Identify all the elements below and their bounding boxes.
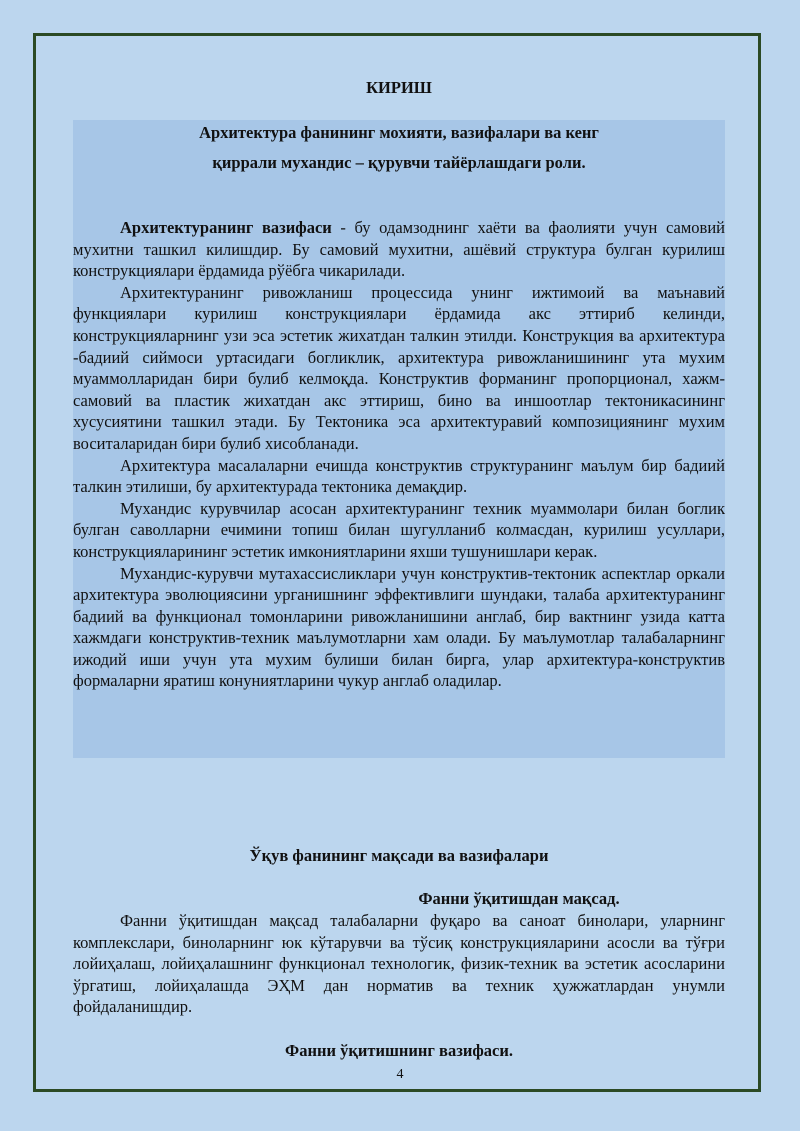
intro-term: Архитектуранинг вазифаси [120,218,332,237]
tasks-heading: Фанни ўқитишнинг вазифаси. [285,1041,513,1060]
intro-paragraph: Архитектуранинг ривожланиш процессида унинг ижтимоий ва маънавий функциялари курилиш конструкциялари ёрдамида акс эттириб келинди, конструкцияларнинг узи эса эстетик жихатдан талкин этилди. Конструкция ва архитектура -бадиий сиймоси уртасидаги богликлик, архитектура ривожланишининг ута мухим муаммолларидан бири булиб келмоқда. Конструктив форманинг пропорционал, хажм-самовий ва пластик жихатдан акс эттириш, бино ва иншоотлар тектоникасининг хусусиятини ташкил этади. Бу Тектоника эса архитектуравий композициянинг мухим воситаларидан бири булиб хисобланади. [73,282,725,453]
intro-paragraph: Архитектура масалаларни ечишда конструктив структуранинг маълум бир бадиий талкин этилиши, бу архитектурада тектоника демақдир. [73,455,725,497]
intro-paragraph: Мухандис-курувчи мутахассисликлари учун конструктив-тектоник аспектлар оркали архитектура эволюциясини урганишнинг эффективлиги шундаки, талаба архитектуранинг бадиий ва функционал томонларини ривожланишини англаб, бир вактнинг узида катта хажмдаги конструктив-техник маълумотларни хам олади. Бу маълумотлар талабаларнинг ижодий иши учун ута мухим булиши билан бирга, улар архитектура-конструктив формаларни яратиш конуниятларини чукур англаб оладилар. [73,563,725,691]
intro-paragraph: Мухандис курувчилар асосан архитектуранинг техник муаммолари билан боглик булган саволларни ечимини топиш билан шугулланиб колмасдан, курилиш усуллари, конструкцияларининг эстетик имкониятларини яхши тушунишлари керак. [73,498,725,561]
intro-subtitle-line2: қиррали мухандис – қурувчи тайёрлашдаги роли. [212,153,586,172]
purpose-body [73,910,725,1018]
page-title: КИРИШ [366,78,432,97]
goals-heading: Ўқув фанининг мақсади ва вазифалари [249,846,549,865]
intro-body [73,217,725,692]
purpose-heading: Фанни ўқитишдан мақсад. [418,889,620,908]
intro-paragraph [73,217,725,282]
purpose-paragraph: Фанни ўқитишдан мақсад талабаларни фуқаро ва саноат бинолари, уларнинг комплекслари, биноларнинг юк кўтарувчи ва тўсиқ конструкцияларини асосли ва тўғри лойиҳалаш, лойиҳалашнинг функционал технологик, физик-техник ва эстетик асосларини ўргатиш, лойиҳалашда ЭҲМ дан норматив ва техник ҳужжатлардан унумли фойдаланишдир. [73,911,725,1017]
page-number: 4 [396,1067,404,1082]
intro-paragraph-text: - бу одамзоднинг хаёти ва фаолияти учун самовий мухитни ташкил килишдир. Бу самовий мухитни, ашёвий структура булган курилиш конструкциялари ёрдамида рўёбга чикарилади. [73,218,725,281]
intro-subtitle-line1: Архитектура фанининг мохияти, вазифалари ва кенг [199,123,599,142]
